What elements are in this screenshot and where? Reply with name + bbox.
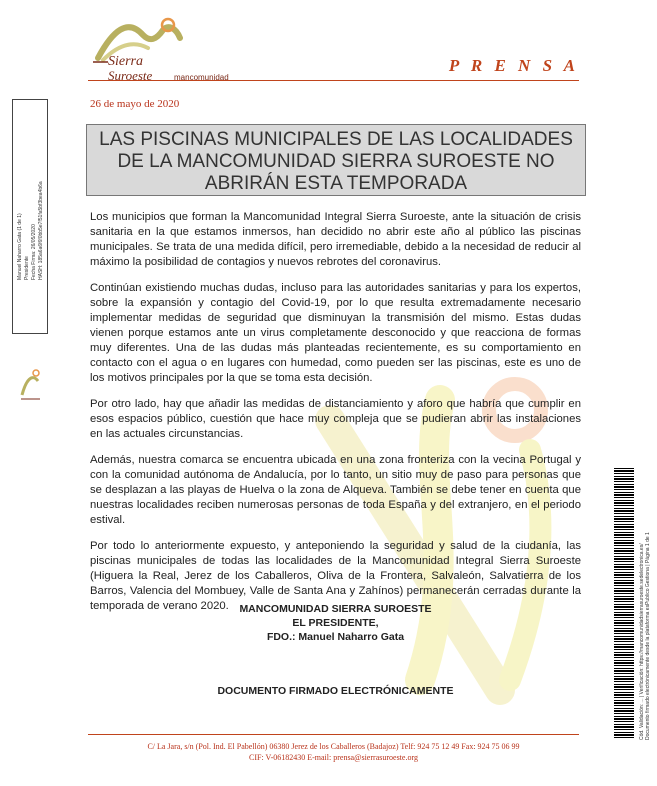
signature-role: EL PRESIDENTE, [292, 617, 379, 629]
footer-divider [88, 734, 579, 735]
signature-block [90, 602, 581, 644]
header-divider [88, 80, 579, 81]
stamp-text: Manuel Naharro Gata (1 de 1) Presidente Fecha Firma: 26/05/2020 HASH: 185a6a6f6f0bb5e7f51fa5bf3bea4b6a [17, 181, 44, 280]
signature-name: FDO.: Manuel Naharro Gata [266, 631, 405, 643]
article-body [90, 210, 581, 625]
paragraph: Continúan existiendo muchas dudas, incluso para las autoridades sanitarias y para los expertos, sobre la expansión y contagio del Covid-19, por lo que resulta extremadamente necesario implementar medidas de seguridad que disminuyan la transmisión del mismo. Estas dudas vienen porque estamos ante un virus completamente desconocido y que reacciona de formas muy diferentes. Una de las dudas más planteadas recientemente, es su comportamiento en contacto con el agua o en lugares con humedad, como pueden ser las piscinas, este es uno de los motivos principales por la que se toma esta decisión. [90, 282, 581, 384]
paragraph: Por todo lo anteriormente expuesto, y anteponiendo la seguridad y salud de la ciudanía, las piscinas municipales de todas las localidades de la Mancomunidad Integral Sierra Suroeste (Higuera la Real, Jerez de los Caballeros, Oliva de la Frontera, Salvaleón, Salvatierra de los Barros, Valencia del Mombuey, Valle de Santa Ana y Zahínos) permanecerán cerradas durante la temporada de verano 2020. [90, 540, 581, 612]
document-date: 26 de mayo de 2020 [90, 98, 180, 110]
stamp-logo-icon [18, 365, 44, 405]
validation-text: Cód. Validación: ... | Verificación: https://mancomunidadsierrasuroeste.sedelectronica.es/ Documento firmado electrónicamente desde la plataforma esPublico Gestiona | Página 1 de 1 [639, 532, 651, 740]
paragraph: Además, nuestra comarca se encuentra ubicada en una zona fronteriza con la vecina Portugal y con la comunidad autónoma de Andalucía, por lo tanto, un sitio muy de paso para personas que se desplazan a las playas de Huelva o la zona de Alqueva. También se debe tener en cuenta que nuestras localidades reciben numerosas personas de toda España y del extranjero, en el periodo estival. [90, 454, 581, 526]
paragraph: Los municipios que forman la Mancomunidad Integral Sierra Suroeste, ante la situación de crisis sanitaria en la que estamos inmersos, han decidido no abrir este año al público las piscinas municipales. Se trata de una medida difícil, pero irremediable, debido a la necesidad de reducir al máximo la posibilidad de contagios y nuevos rebrotes del coronavirus. [90, 211, 581, 268]
footer-contact: CIF: V-06182430 E-mail: prensa@sierrasuroeste.org [249, 753, 418, 762]
electronic-signature-note: DOCUMENTO FIRMADO ELECTRÓNICAMENTE [217, 685, 454, 697]
logo-text-sierra: Sierra [108, 54, 143, 69]
mancomunidad-logo [88, 10, 228, 85]
footer [88, 741, 579, 763]
section-label: P R E N S A [448, 56, 579, 75]
barcode [614, 468, 634, 740]
page-title: LAS PISCINAS MUNICIPALES DE LAS LOCALIDADES DE LA MANCOMUNIDAD SIERRA SUROESTE NO ABRIRÁN ESTA TEMPORADA [99, 129, 573, 194]
logo-text-suroeste: Suroeste [108, 68, 153, 83]
signature-stamp [12, 99, 48, 334]
footer-address: C/ La Jara, s/n (Pol. Ind. El Pabellón) 06380 Jerez de los Caballeros (Badajoz) Telf: 924 75 12 49 Fax: 924 75 06 99 [147, 742, 520, 751]
signature-organization: MANCOMUNIDAD SIERRA SUROESTE [239, 603, 432, 615]
paragraph: Por otro lado, hay que añadir las medidas de distanciamiento y aforo que habría que cumplir en esos espacios público, cuestión que hace muy compleja que se pudieran abrir las instalaciones en las actuales circunstancias. [90, 398, 581, 440]
logo-text-mancomunidad: mancomunidad [174, 73, 229, 82]
title-box [86, 124, 586, 196]
